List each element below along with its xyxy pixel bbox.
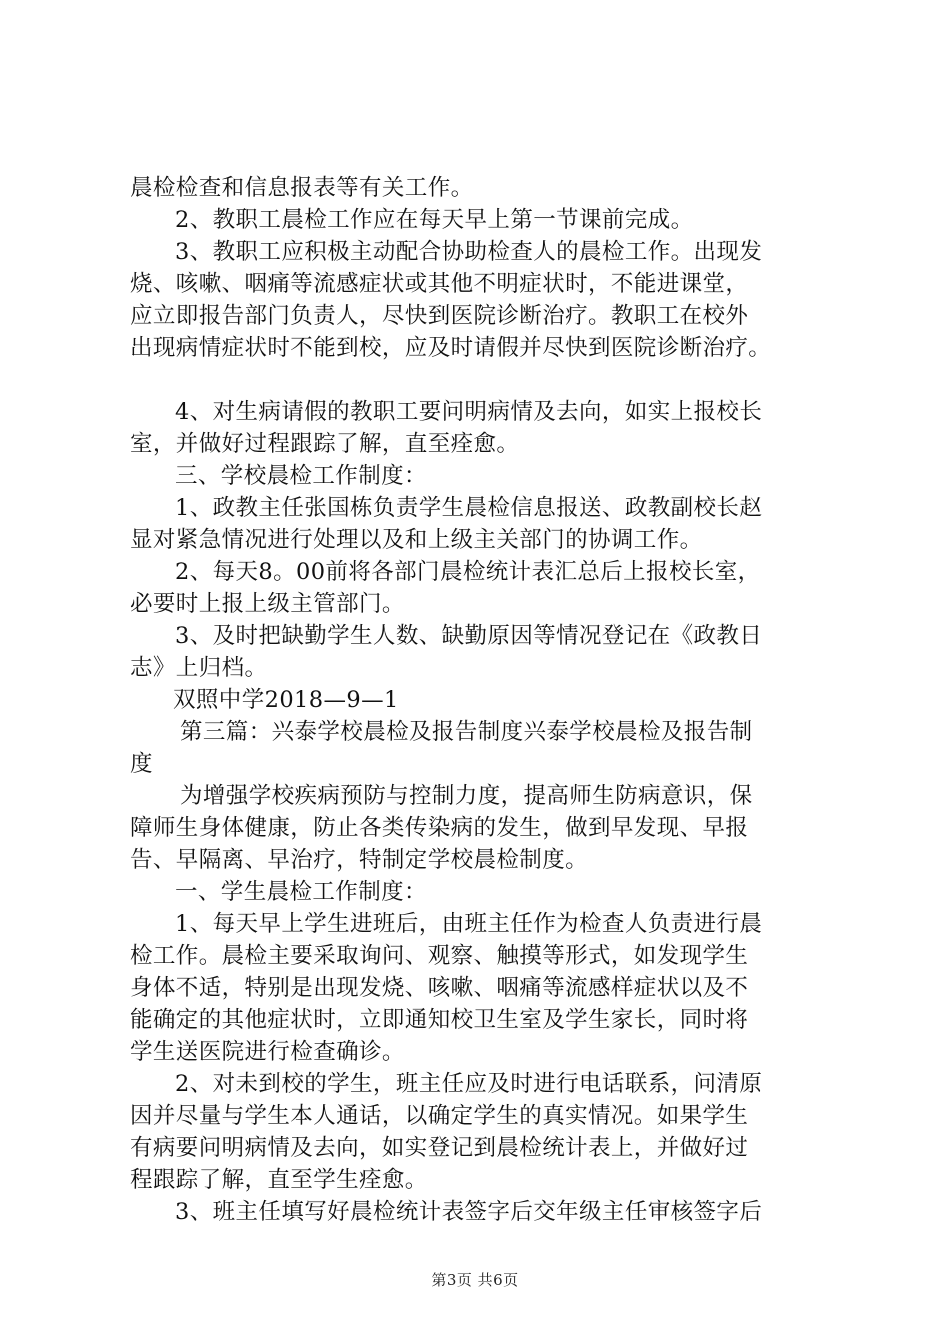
paragraph-line: 3、教职工应积极主动配合协助检查人的晨检工作。出现发 [175,239,763,265]
section-heading: 三、学校晨检工作制度： [175,463,427,489]
paragraph-line: 身体不适，特别是出现发烧、咳嗽、咽痛等流感样症状以及不 [130,975,749,1001]
paragraph-line: 显对紧急情况进行处理以及和上级主关部门的协调工作。 [130,527,703,553]
paragraph-line: 3、及时把缺勤学生人数、缺勤原因等情况登记在《政教日 [175,623,763,649]
paragraph-line: 2、对未到校的学生，班主任应及时进行电话联系，问清原 [175,1071,763,1097]
paragraph-line: 告、早隔离、早治疗，特制定学校晨检制度。 [130,847,589,873]
paragraph-line: 晨检检查和信息报表等有关工作。 [130,175,474,201]
paragraph-line: 1、每天早上学生进班后，由班主任作为检查人负责进行晨 [175,911,763,937]
paragraph-line: 3、班主任填写好晨检统计表签字后交年级主任审核签字后 [175,1199,763,1225]
paragraph-line: 2、每天8。00前将各部门晨检统计表汇总后上报校长室， [175,559,761,585]
paragraph-line: 志》上归档。 [130,655,268,681]
section-title: 第三篇：兴泰学校晨检及报告制度兴泰学校晨检及报告制 [180,719,753,745]
paragraph-line: 检工作。晨检主要采取询问、观察、触摸等形式，如发现学生 [130,943,749,969]
paragraph-line: 学生送医院进行检查确诊。 [130,1039,405,1065]
paragraph-line: 能确定的其他症状时，立即通知校卫生室及学生家长，同时将 [130,1007,749,1033]
paragraph-line: 室，并做好过程跟踪了解，直至痊愈。 [130,431,520,457]
section-heading: 一、学生晨检工作制度： [175,879,427,905]
paragraph-line: 因并尽量与学生本人通话，以确定学生的真实情况。如果学生 [130,1103,749,1129]
paragraph-line: 4、对生病请假的教职工要问明病情及去向，如实上报校长 [175,399,763,425]
section-title-continued: 度 [130,751,153,777]
paragraph-line: 有病要问明病情及去向，如实登记到晨检统计表上，并做好过 [130,1135,749,1161]
paragraph-line: 2、教职工晨检工作应在每天早上第一节课前完成。 [175,207,694,233]
page-footer [0,1269,950,1290]
paragraph-line: 障师生身体健康，防止各类传染病的发生，做到早发现、早报 [130,815,749,841]
paragraph-line: 烧、咳嗽、咽痛等流感症状或其他不明症状时，不能进课堂， [130,271,749,297]
paragraph-line: 1、政教主任张国栋负责学生晨检信息报送、政教副校长赵 [175,495,763,521]
document-body [130,172,842,1228]
page-indicator: 第3页 共6页 [431,1271,519,1289]
signature-date: 双照中学2018—9—1 [173,687,399,713]
paragraph-line: 出现病情症状时不能到校，应及时请假并尽快到医院诊断治疗。 [130,335,772,361]
paragraph-line: 应立即报告部门负责人，尽快到医院诊断治疗。教职工在校外 [130,303,749,329]
paragraph-line: 必要时上报上级主管部门。 [130,591,405,617]
paragraph-line: 为增强学校疾病预防与控制力度，提高师生防病意识，保 [180,783,753,809]
paragraph-spacer [130,364,842,396]
paragraph-line: 程跟踪了解，直至学生痊愈。 [130,1167,428,1193]
